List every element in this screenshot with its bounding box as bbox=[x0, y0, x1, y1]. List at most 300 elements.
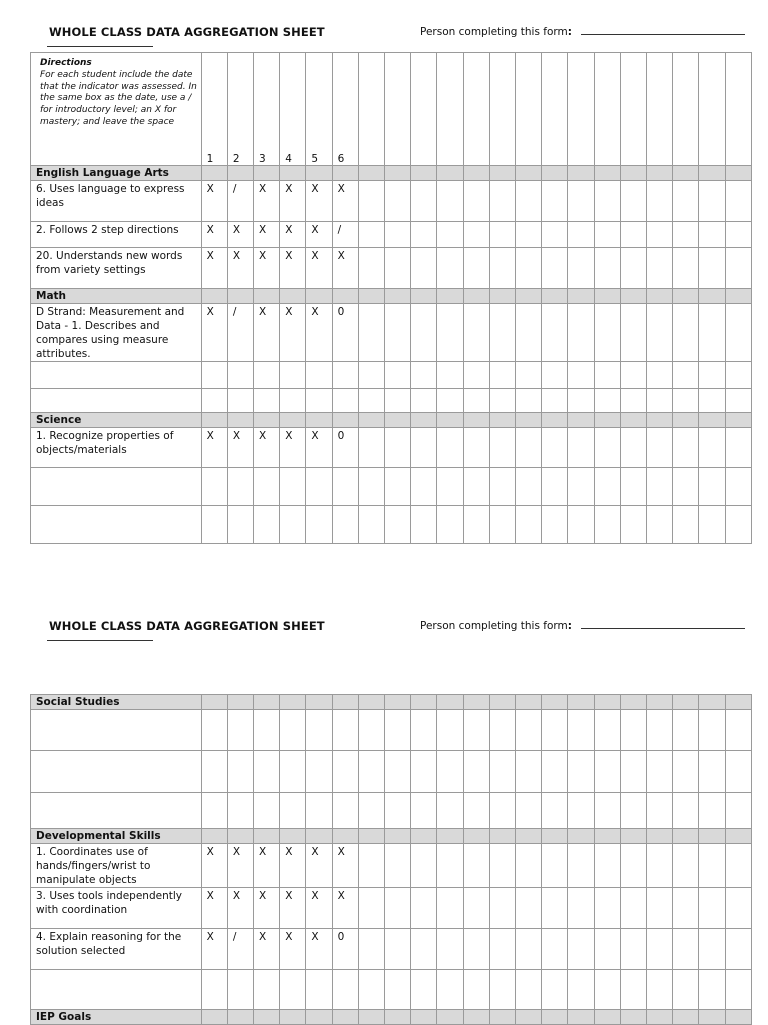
grid-cell[interactable] bbox=[385, 506, 411, 544]
grid-cell[interactable] bbox=[647, 413, 673, 428]
grid-cell[interactable] bbox=[358, 304, 384, 362]
grid-cell[interactable] bbox=[568, 929, 594, 970]
grid-cell[interactable] bbox=[332, 362, 358, 389]
grid-cell[interactable] bbox=[542, 166, 568, 181]
grid-cell[interactable] bbox=[516, 362, 542, 389]
mark-cell[interactable]: X bbox=[254, 304, 280, 362]
grid-cell[interactable] bbox=[411, 428, 437, 468]
grid-cell[interactable] bbox=[699, 362, 725, 389]
grid-cell[interactable] bbox=[542, 222, 568, 248]
grid-cell[interactable] bbox=[699, 970, 725, 1010]
grid-cell[interactable] bbox=[437, 304, 463, 362]
grid-cell[interactable] bbox=[594, 428, 620, 468]
grid-cell[interactable] bbox=[594, 289, 620, 304]
grid-cell[interactable] bbox=[516, 506, 542, 544]
grid-cell[interactable] bbox=[201, 413, 227, 428]
grid-cell[interactable] bbox=[568, 888, 594, 929]
grid-cell[interactable] bbox=[306, 413, 332, 428]
grid-cell[interactable] bbox=[437, 1010, 463, 1025]
grid-cell[interactable] bbox=[620, 793, 646, 829]
grid-cell[interactable] bbox=[280, 289, 306, 304]
grid-cell[interactable] bbox=[542, 304, 568, 362]
grid-cell[interactable] bbox=[227, 289, 253, 304]
grid-cell[interactable] bbox=[254, 751, 280, 793]
grid-cell[interactable] bbox=[463, 181, 489, 222]
mark-cell[interactable]: X bbox=[280, 222, 306, 248]
grid-cell[interactable] bbox=[437, 362, 463, 389]
grid-cell[interactable] bbox=[699, 222, 725, 248]
grid-cell[interactable] bbox=[437, 929, 463, 970]
grid-cell[interactable] bbox=[542, 506, 568, 544]
grid-cell[interactable] bbox=[385, 181, 411, 222]
mark-cell[interactable]: X bbox=[254, 181, 280, 222]
mark-cell[interactable]: X bbox=[306, 304, 332, 362]
grid-cell[interactable] bbox=[463, 888, 489, 929]
grid-cell[interactable] bbox=[411, 222, 437, 248]
indicator-label[interactable] bbox=[31, 793, 202, 829]
grid-cell[interactable] bbox=[358, 506, 384, 544]
grid-cell[interactable] bbox=[647, 844, 673, 888]
grid-cell[interactable] bbox=[201, 289, 227, 304]
grid-cell[interactable] bbox=[201, 468, 227, 506]
grid-cell[interactable] bbox=[620, 929, 646, 970]
grid-cell[interactable] bbox=[358, 751, 384, 793]
grid-cell[interactable] bbox=[647, 222, 673, 248]
grid-cell[interactable] bbox=[647, 929, 673, 970]
grid-cell[interactable] bbox=[647, 428, 673, 468]
grid-cell[interactable] bbox=[411, 166, 437, 181]
grid-cell[interactable] bbox=[673, 181, 699, 222]
grid-cell[interactable] bbox=[594, 506, 620, 544]
grid-cell[interactable] bbox=[516, 829, 542, 844]
grid-cell[interactable] bbox=[411, 248, 437, 289]
grid-cell[interactable] bbox=[542, 53, 568, 166]
grid-cell[interactable] bbox=[594, 710, 620, 751]
grid-cell[interactable] bbox=[725, 222, 751, 248]
grid-cell[interactable] bbox=[463, 428, 489, 468]
mark-cell[interactable]: 0 bbox=[332, 929, 358, 970]
grid-cell[interactable] bbox=[725, 929, 751, 970]
grid-cell[interactable] bbox=[647, 888, 673, 929]
grid-cell[interactable] bbox=[725, 793, 751, 829]
grid-cell[interactable] bbox=[620, 428, 646, 468]
grid-cell[interactable] bbox=[516, 413, 542, 428]
grid-cell[interactable] bbox=[673, 222, 699, 248]
grid-cell[interactable] bbox=[542, 181, 568, 222]
grid-cell[interactable] bbox=[227, 695, 253, 710]
grid-cell[interactable] bbox=[620, 506, 646, 544]
grid-cell[interactable] bbox=[332, 389, 358, 413]
grid-cell[interactable] bbox=[437, 970, 463, 1010]
grid-cell[interactable] bbox=[542, 413, 568, 428]
grid-cell[interactable] bbox=[437, 468, 463, 506]
grid-cell[interactable] bbox=[542, 1010, 568, 1025]
grid-cell[interactable] bbox=[306, 695, 332, 710]
grid-cell[interactable] bbox=[725, 181, 751, 222]
grid-cell[interactable] bbox=[594, 929, 620, 970]
grid-cell[interactable] bbox=[489, 829, 515, 844]
grid-cell[interactable] bbox=[437, 389, 463, 413]
grid-cell[interactable] bbox=[437, 53, 463, 166]
mark-cell[interactable]: X bbox=[254, 844, 280, 888]
grid-cell[interactable] bbox=[542, 793, 568, 829]
mark-cell[interactable]: X bbox=[280, 304, 306, 362]
grid-cell[interactable] bbox=[385, 888, 411, 929]
grid-cell[interactable] bbox=[254, 413, 280, 428]
grid-cell[interactable] bbox=[385, 751, 411, 793]
grid-cell[interactable] bbox=[306, 829, 332, 844]
grid-cell[interactable] bbox=[227, 751, 253, 793]
grid-cell[interactable] bbox=[516, 389, 542, 413]
grid-cell[interactable] bbox=[463, 413, 489, 428]
grid-cell[interactable] bbox=[620, 362, 646, 389]
grid-cell[interactable] bbox=[437, 166, 463, 181]
grid-cell[interactable] bbox=[463, 506, 489, 544]
grid-cell[interactable] bbox=[385, 929, 411, 970]
grid-cell[interactable] bbox=[489, 793, 515, 829]
grid-cell[interactable] bbox=[332, 289, 358, 304]
grid-cell[interactable] bbox=[201, 506, 227, 544]
grid-cell[interactable] bbox=[358, 428, 384, 468]
mark-cell[interactable]: / bbox=[227, 181, 253, 222]
grid-cell[interactable] bbox=[437, 289, 463, 304]
grid-cell[interactable] bbox=[516, 428, 542, 468]
grid-cell[interactable] bbox=[437, 844, 463, 888]
grid-cell[interactable] bbox=[542, 751, 568, 793]
grid-cell[interactable] bbox=[568, 428, 594, 468]
grid-cell[interactable] bbox=[463, 751, 489, 793]
grid-cell[interactable] bbox=[673, 289, 699, 304]
mark-cell[interactable]: X bbox=[201, 929, 227, 970]
grid-cell[interactable] bbox=[647, 695, 673, 710]
grid-cell[interactable] bbox=[594, 751, 620, 793]
grid-cell[interactable] bbox=[280, 751, 306, 793]
grid-cell[interactable] bbox=[385, 844, 411, 888]
grid-cell[interactable] bbox=[594, 222, 620, 248]
grid-cell[interactable] bbox=[254, 710, 280, 751]
grid-cell[interactable] bbox=[358, 248, 384, 289]
grid-cell[interactable] bbox=[489, 844, 515, 888]
grid-cell[interactable] bbox=[516, 222, 542, 248]
grid-cell[interactable] bbox=[516, 710, 542, 751]
grid-cell[interactable] bbox=[489, 413, 515, 428]
grid-cell[interactable] bbox=[385, 166, 411, 181]
grid-cell[interactable] bbox=[568, 289, 594, 304]
grid-cell[interactable] bbox=[516, 166, 542, 181]
grid-cell[interactable] bbox=[647, 362, 673, 389]
indicator-label[interactable] bbox=[31, 468, 202, 506]
grid-cell[interactable] bbox=[673, 248, 699, 289]
mark-cell[interactable]: / bbox=[332, 222, 358, 248]
grid-cell[interactable] bbox=[332, 710, 358, 751]
grid-cell[interactable] bbox=[306, 468, 332, 506]
grid-cell[interactable] bbox=[673, 362, 699, 389]
grid-cell[interactable] bbox=[699, 710, 725, 751]
grid-cell[interactable] bbox=[568, 710, 594, 751]
grid-cell[interactable] bbox=[411, 888, 437, 929]
grid-cell[interactable] bbox=[280, 793, 306, 829]
grid-cell[interactable] bbox=[725, 506, 751, 544]
mark-cell[interactable]: 0 bbox=[332, 428, 358, 468]
grid-cell[interactable] bbox=[568, 181, 594, 222]
grid-cell[interactable] bbox=[647, 1010, 673, 1025]
grid-cell[interactable] bbox=[699, 751, 725, 793]
grid-cell[interactable] bbox=[411, 362, 437, 389]
grid-cell[interactable] bbox=[516, 793, 542, 829]
grid-cell[interactable] bbox=[489, 1010, 515, 1025]
grid-cell[interactable] bbox=[463, 829, 489, 844]
grid-cell[interactable] bbox=[385, 710, 411, 751]
grid-cell[interactable] bbox=[358, 929, 384, 970]
grid-cell[interactable] bbox=[647, 389, 673, 413]
grid-cell[interactable] bbox=[385, 222, 411, 248]
grid-cell[interactable] bbox=[673, 428, 699, 468]
grid-cell[interactable] bbox=[699, 389, 725, 413]
grid-cell[interactable] bbox=[516, 304, 542, 362]
grid-cell[interactable] bbox=[280, 829, 306, 844]
grid-cell[interactable] bbox=[358, 468, 384, 506]
grid-cell[interactable] bbox=[385, 289, 411, 304]
grid-cell[interactable] bbox=[411, 751, 437, 793]
grid-cell[interactable] bbox=[411, 468, 437, 506]
grid-cell[interactable] bbox=[227, 413, 253, 428]
grid-cell[interactable] bbox=[568, 793, 594, 829]
grid-cell[interactable] bbox=[437, 695, 463, 710]
grid-cell[interactable] bbox=[254, 362, 280, 389]
mark-cell[interactable]: X bbox=[227, 844, 253, 888]
grid-cell[interactable] bbox=[358, 710, 384, 751]
grid-cell[interactable] bbox=[463, 793, 489, 829]
grid-cell[interactable] bbox=[463, 970, 489, 1010]
grid-cell[interactable] bbox=[568, 695, 594, 710]
grid-cell[interactable] bbox=[306, 506, 332, 544]
grid-cell[interactable] bbox=[647, 166, 673, 181]
grid-cell[interactable] bbox=[280, 695, 306, 710]
grid-cell[interactable] bbox=[254, 829, 280, 844]
grid-cell[interactable] bbox=[463, 53, 489, 166]
grid-cell[interactable] bbox=[620, 389, 646, 413]
grid-cell[interactable] bbox=[489, 166, 515, 181]
grid-cell[interactable] bbox=[437, 222, 463, 248]
grid-cell[interactable] bbox=[516, 181, 542, 222]
grid-cell[interactable] bbox=[358, 389, 384, 413]
grid-cell[interactable] bbox=[673, 413, 699, 428]
grid-cell[interactable] bbox=[254, 1010, 280, 1025]
grid-cell[interactable] bbox=[647, 304, 673, 362]
grid-cell[interactable] bbox=[227, 389, 253, 413]
grid-cell[interactable] bbox=[489, 181, 515, 222]
grid-cell[interactable] bbox=[594, 166, 620, 181]
grid-cell[interactable] bbox=[699, 248, 725, 289]
grid-cell[interactable] bbox=[620, 1010, 646, 1025]
indicator-label[interactable] bbox=[31, 751, 202, 793]
mark-cell[interactable]: X bbox=[254, 428, 280, 468]
grid-cell[interactable] bbox=[594, 468, 620, 506]
grid-cell[interactable] bbox=[489, 710, 515, 751]
grid-cell[interactable] bbox=[306, 793, 332, 829]
grid-cell[interactable] bbox=[411, 304, 437, 362]
grid-cell[interactable] bbox=[489, 304, 515, 362]
grid-cell[interactable] bbox=[620, 888, 646, 929]
grid-cell[interactable] bbox=[385, 970, 411, 1010]
grid-cell[interactable] bbox=[358, 793, 384, 829]
grid-cell[interactable] bbox=[227, 710, 253, 751]
grid-cell[interactable] bbox=[227, 970, 253, 1010]
grid-cell[interactable] bbox=[306, 710, 332, 751]
grid-cell[interactable] bbox=[647, 506, 673, 544]
grid-cell[interactable] bbox=[201, 362, 227, 389]
grid-cell[interactable] bbox=[594, 413, 620, 428]
grid-cell[interactable] bbox=[620, 844, 646, 888]
grid-cell[interactable] bbox=[699, 844, 725, 888]
grid-cell[interactable] bbox=[227, 166, 253, 181]
grid-cell[interactable] bbox=[542, 389, 568, 413]
grid-cell[interactable] bbox=[437, 888, 463, 929]
grid-cell[interactable] bbox=[594, 1010, 620, 1025]
grid-cell[interactable] bbox=[358, 413, 384, 428]
mark-cell[interactable]: X bbox=[332, 248, 358, 289]
grid-cell[interactable] bbox=[201, 1010, 227, 1025]
grid-cell[interactable] bbox=[516, 468, 542, 506]
grid-cell[interactable] bbox=[489, 468, 515, 506]
grid-cell[interactable] bbox=[516, 53, 542, 166]
grid-cell[interactable] bbox=[227, 468, 253, 506]
grid-cell[interactable] bbox=[332, 695, 358, 710]
grid-cell[interactable] bbox=[699, 468, 725, 506]
grid-cell[interactable] bbox=[227, 506, 253, 544]
grid-cell[interactable] bbox=[568, 362, 594, 389]
grid-cell[interactable] bbox=[280, 1010, 306, 1025]
grid-cell[interactable] bbox=[594, 793, 620, 829]
grid-cell[interactable] bbox=[385, 468, 411, 506]
mark-cell[interactable]: X bbox=[306, 929, 332, 970]
grid-cell[interactable] bbox=[385, 829, 411, 844]
mark-cell[interactable]: X bbox=[306, 844, 332, 888]
mark-cell[interactable]: X bbox=[254, 222, 280, 248]
grid-cell[interactable] bbox=[489, 695, 515, 710]
mark-cell[interactable]: X bbox=[280, 181, 306, 222]
grid-cell[interactable] bbox=[516, 970, 542, 1010]
mark-cell[interactable]: X bbox=[306, 181, 332, 222]
grid-cell[interactable] bbox=[568, 844, 594, 888]
grid-cell[interactable] bbox=[568, 1010, 594, 1025]
grid-cell[interactable] bbox=[411, 389, 437, 413]
grid-cell[interactable] bbox=[673, 793, 699, 829]
grid-cell[interactable] bbox=[489, 888, 515, 929]
grid-cell[interactable] bbox=[699, 888, 725, 929]
grid-cell[interactable] bbox=[620, 751, 646, 793]
grid-cell[interactable] bbox=[699, 304, 725, 362]
grid-cell[interactable] bbox=[673, 166, 699, 181]
grid-cell[interactable] bbox=[411, 695, 437, 710]
grid-cell[interactable] bbox=[332, 468, 358, 506]
grid-cell[interactable] bbox=[280, 468, 306, 506]
indicator-label[interactable] bbox=[31, 970, 202, 1010]
grid-cell[interactable] bbox=[699, 413, 725, 428]
grid-cell[interactable] bbox=[437, 793, 463, 829]
grid-cell[interactable] bbox=[411, 181, 437, 222]
mark-cell[interactable]: X bbox=[254, 888, 280, 929]
grid-cell[interactable] bbox=[358, 53, 384, 166]
grid-cell[interactable] bbox=[568, 53, 594, 166]
grid-cell[interactable] bbox=[489, 751, 515, 793]
grid-cell[interactable] bbox=[358, 844, 384, 888]
indicator-label[interactable] bbox=[31, 389, 202, 413]
grid-cell[interactable] bbox=[699, 53, 725, 166]
mark-cell[interactable]: X bbox=[280, 248, 306, 289]
mark-cell[interactable]: X bbox=[227, 248, 253, 289]
grid-cell[interactable] bbox=[463, 166, 489, 181]
grid-cell[interactable] bbox=[699, 506, 725, 544]
grid-cell[interactable] bbox=[516, 751, 542, 793]
grid-cell[interactable] bbox=[542, 362, 568, 389]
grid-cell[interactable] bbox=[516, 844, 542, 888]
grid-cell[interactable] bbox=[647, 829, 673, 844]
grid-cell[interactable] bbox=[568, 248, 594, 289]
grid-cell[interactable] bbox=[542, 710, 568, 751]
grid-cell[interactable] bbox=[620, 413, 646, 428]
mark-cell[interactable]: X bbox=[201, 222, 227, 248]
grid-cell[interactable] bbox=[542, 929, 568, 970]
grid-cell[interactable] bbox=[411, 506, 437, 544]
mark-cell[interactable]: X bbox=[201, 248, 227, 289]
grid-cell[interactable] bbox=[647, 53, 673, 166]
grid-cell[interactable] bbox=[699, 181, 725, 222]
grid-cell[interactable] bbox=[358, 888, 384, 929]
grid-cell[interactable] bbox=[437, 428, 463, 468]
grid-cell[interactable] bbox=[332, 413, 358, 428]
grid-cell[interactable] bbox=[411, 289, 437, 304]
grid-cell[interactable] bbox=[568, 166, 594, 181]
grid-cell[interactable] bbox=[516, 695, 542, 710]
mark-cell[interactable]: X bbox=[254, 248, 280, 289]
mark-cell[interactable]: X bbox=[332, 844, 358, 888]
grid-cell[interactable] bbox=[647, 793, 673, 829]
grid-cell[interactable] bbox=[463, 222, 489, 248]
grid-cell[interactable] bbox=[280, 362, 306, 389]
grid-cell[interactable] bbox=[411, 829, 437, 844]
grid-cell[interactable] bbox=[673, 506, 699, 544]
grid-cell[interactable] bbox=[463, 695, 489, 710]
grid-cell[interactable] bbox=[411, 929, 437, 970]
grid-cell[interactable] bbox=[594, 970, 620, 1010]
grid-cell[interactable] bbox=[489, 970, 515, 1010]
grid-cell[interactable] bbox=[385, 389, 411, 413]
mark-cell[interactable]: X bbox=[254, 929, 280, 970]
grid-cell[interactable] bbox=[673, 304, 699, 362]
grid-cell[interactable] bbox=[647, 970, 673, 1010]
grid-cell[interactable] bbox=[201, 829, 227, 844]
grid-cell[interactable] bbox=[542, 829, 568, 844]
grid-cell[interactable] bbox=[332, 506, 358, 544]
grid-cell[interactable] bbox=[620, 53, 646, 166]
grid-cell[interactable] bbox=[306, 751, 332, 793]
grid-cell[interactable] bbox=[594, 888, 620, 929]
grid-cell[interactable] bbox=[332, 751, 358, 793]
grid-cell[interactable] bbox=[201, 389, 227, 413]
grid-cell[interactable] bbox=[463, 248, 489, 289]
grid-cell[interactable] bbox=[385, 793, 411, 829]
grid-cell[interactable] bbox=[280, 413, 306, 428]
grid-cell[interactable] bbox=[358, 1010, 384, 1025]
grid-cell[interactable] bbox=[620, 829, 646, 844]
grid-cell[interactable] bbox=[358, 181, 384, 222]
grid-cell[interactable] bbox=[725, 695, 751, 710]
grid-cell[interactable] bbox=[725, 413, 751, 428]
grid-cell[interactable] bbox=[280, 166, 306, 181]
grid-cell[interactable] bbox=[463, 844, 489, 888]
grid-cell[interactable] bbox=[725, 248, 751, 289]
